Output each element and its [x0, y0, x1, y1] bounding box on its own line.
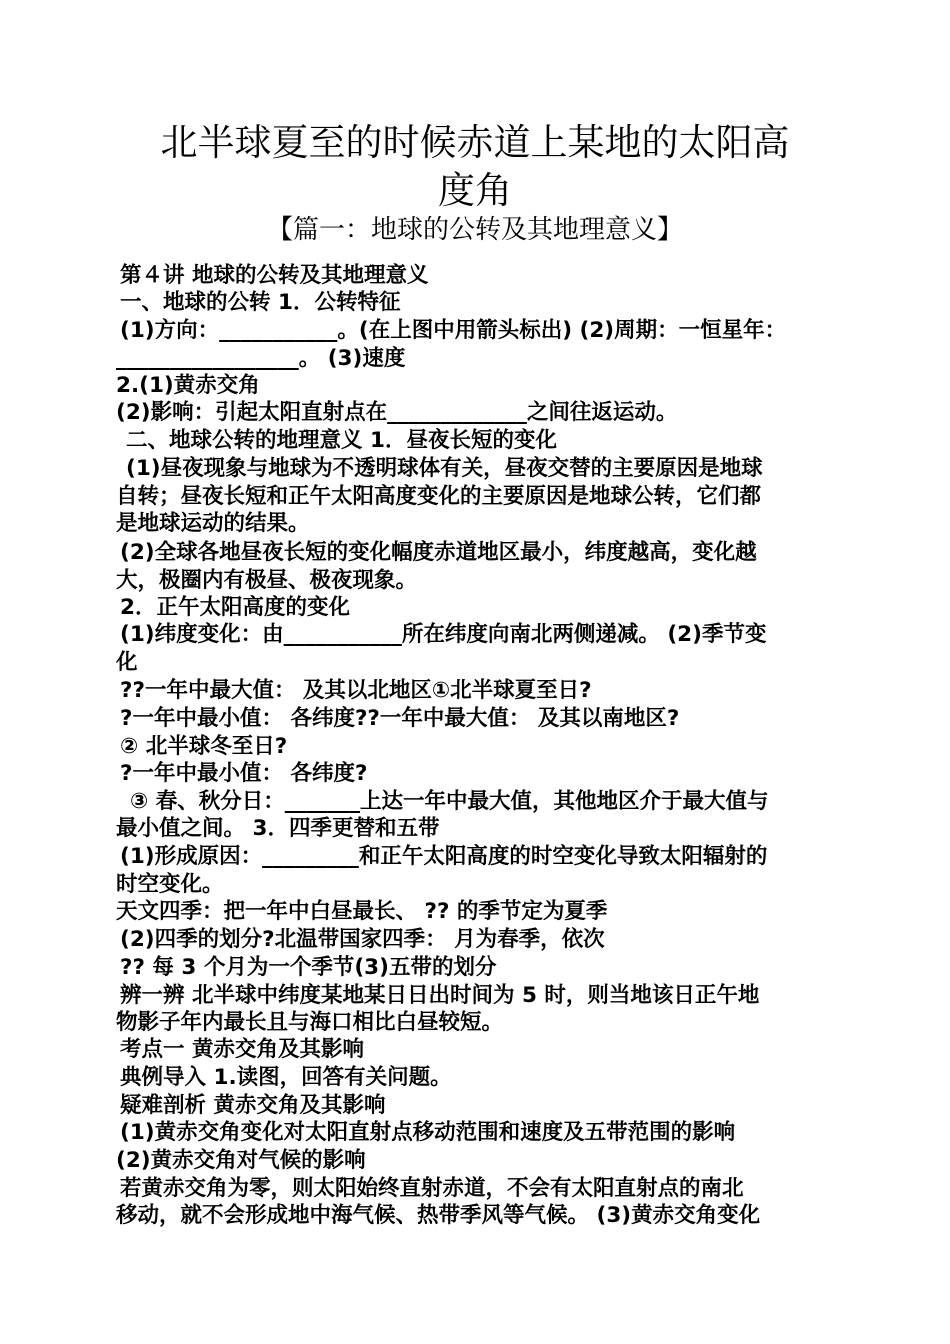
- body-line: 考点一 黄赤交角及其影响: [120, 1037, 364, 1062]
- body-line: (2)影响：引起太阳直射点在_____________之间往返运动。: [116, 400, 678, 425]
- body-line: (1)形成原因：_________和正午太阳高度的时空变化导致太阳辐射的: [120, 844, 768, 869]
- body-line: 一、地球的公转 1．公转特征: [120, 290, 401, 315]
- body-line: ③ 春、秋分日：_______上达一年中最大值，其他地区介于最大值与: [130, 789, 769, 814]
- body-line: 化: [116, 650, 138, 675]
- body-line: 典例导入 1.读图，回答有关问题。: [120, 1065, 452, 1090]
- body-line: ??一年中最大值： 及其以北地区①北半球夏至日?: [120, 678, 592, 703]
- body-line: 若黄赤交角为零，则太阳始终直射赤道，不会有太阳直射点的南北: [120, 1176, 744, 1201]
- body-line: 2．正午太阳高度的变化: [120, 595, 350, 620]
- body-line: (1)黄赤交角变化对太阳直射点移动范围和速度及五带范围的影响: [120, 1120, 736, 1145]
- body-line: 2.(1)黄赤交角: [116, 373, 260, 398]
- body-line: 时空变化。: [116, 872, 224, 897]
- body-line: (1)昼夜现象与地球为不透明球体有关，昼夜交替的主要原因是地球: [126, 456, 763, 481]
- body-line: 第４讲 地球的公转及其地理意义: [120, 263, 429, 288]
- body-line: 疑难剖析 黄赤交角及其影响: [120, 1093, 386, 1118]
- body-line: 二、地球公转的地理意义 1．昼夜长短的变化: [126, 428, 557, 453]
- body-line: 移动，就不会形成地中海气候、热带季风等气候。 (3)黄赤交角变化: [116, 1203, 761, 1228]
- body-line: 天文四季：把一年中白昼最长、 ?? 的季节定为夏季: [116, 899, 608, 924]
- body-line: 物影子年内最长且与海口相比白昼较短。: [116, 1010, 504, 1035]
- document-subtitle: 【篇一：地球的公转及其地理意义】: [266, 215, 683, 245]
- body-line: ?? 每 3 个月为一个季节(3)五带的划分: [120, 955, 497, 980]
- body-line: (2)黄赤交角对气候的影响: [116, 1148, 366, 1173]
- body-line: (2)全球各地昼夜长短的变化幅度赤道地区最小，纬度越高，变化越: [120, 540, 757, 565]
- body-line: ② 北半球冬至日?: [120, 734, 288, 759]
- document-title-line-2: 度角: [438, 169, 512, 212]
- body-line: _________________。 (3)速度: [116, 346, 406, 371]
- body-line: ?一年中最小值： 各纬度??一年中最大值： 及其以南地区?: [120, 706, 680, 731]
- body-line: ?一年中最小值： 各纬度?: [120, 761, 368, 786]
- body-line: 最小值之间。 3．四季更替和五带: [116, 816, 440, 841]
- body-line: 自转；昼夜长短和正午太阳高度变化的主要原因是地球公转，它们都: [116, 484, 762, 509]
- body-line: (1)方向：___________。(在上图中用箭头标出) (2)周期：一恒星年：: [120, 318, 787, 343]
- body-line: (1)纬度变化：由___________所在纬度向南北两侧递减。 (2)季节变: [120, 622, 767, 647]
- body-line: 是地球运动的结果。: [116, 511, 310, 536]
- body-line: (2)四季的划分?北温带国家四季： 月为春季，依次: [120, 927, 605, 952]
- body-line: 大，极圈内有极昼、极夜现象。: [116, 568, 418, 593]
- document-title-line-1: 北半球夏至的时候赤道上某地的太阳高: [160, 121, 790, 164]
- body-line: 辨一辨 北半球中纬度某地某日日出时间为 5 时，则当地该日正午地: [120, 983, 760, 1008]
